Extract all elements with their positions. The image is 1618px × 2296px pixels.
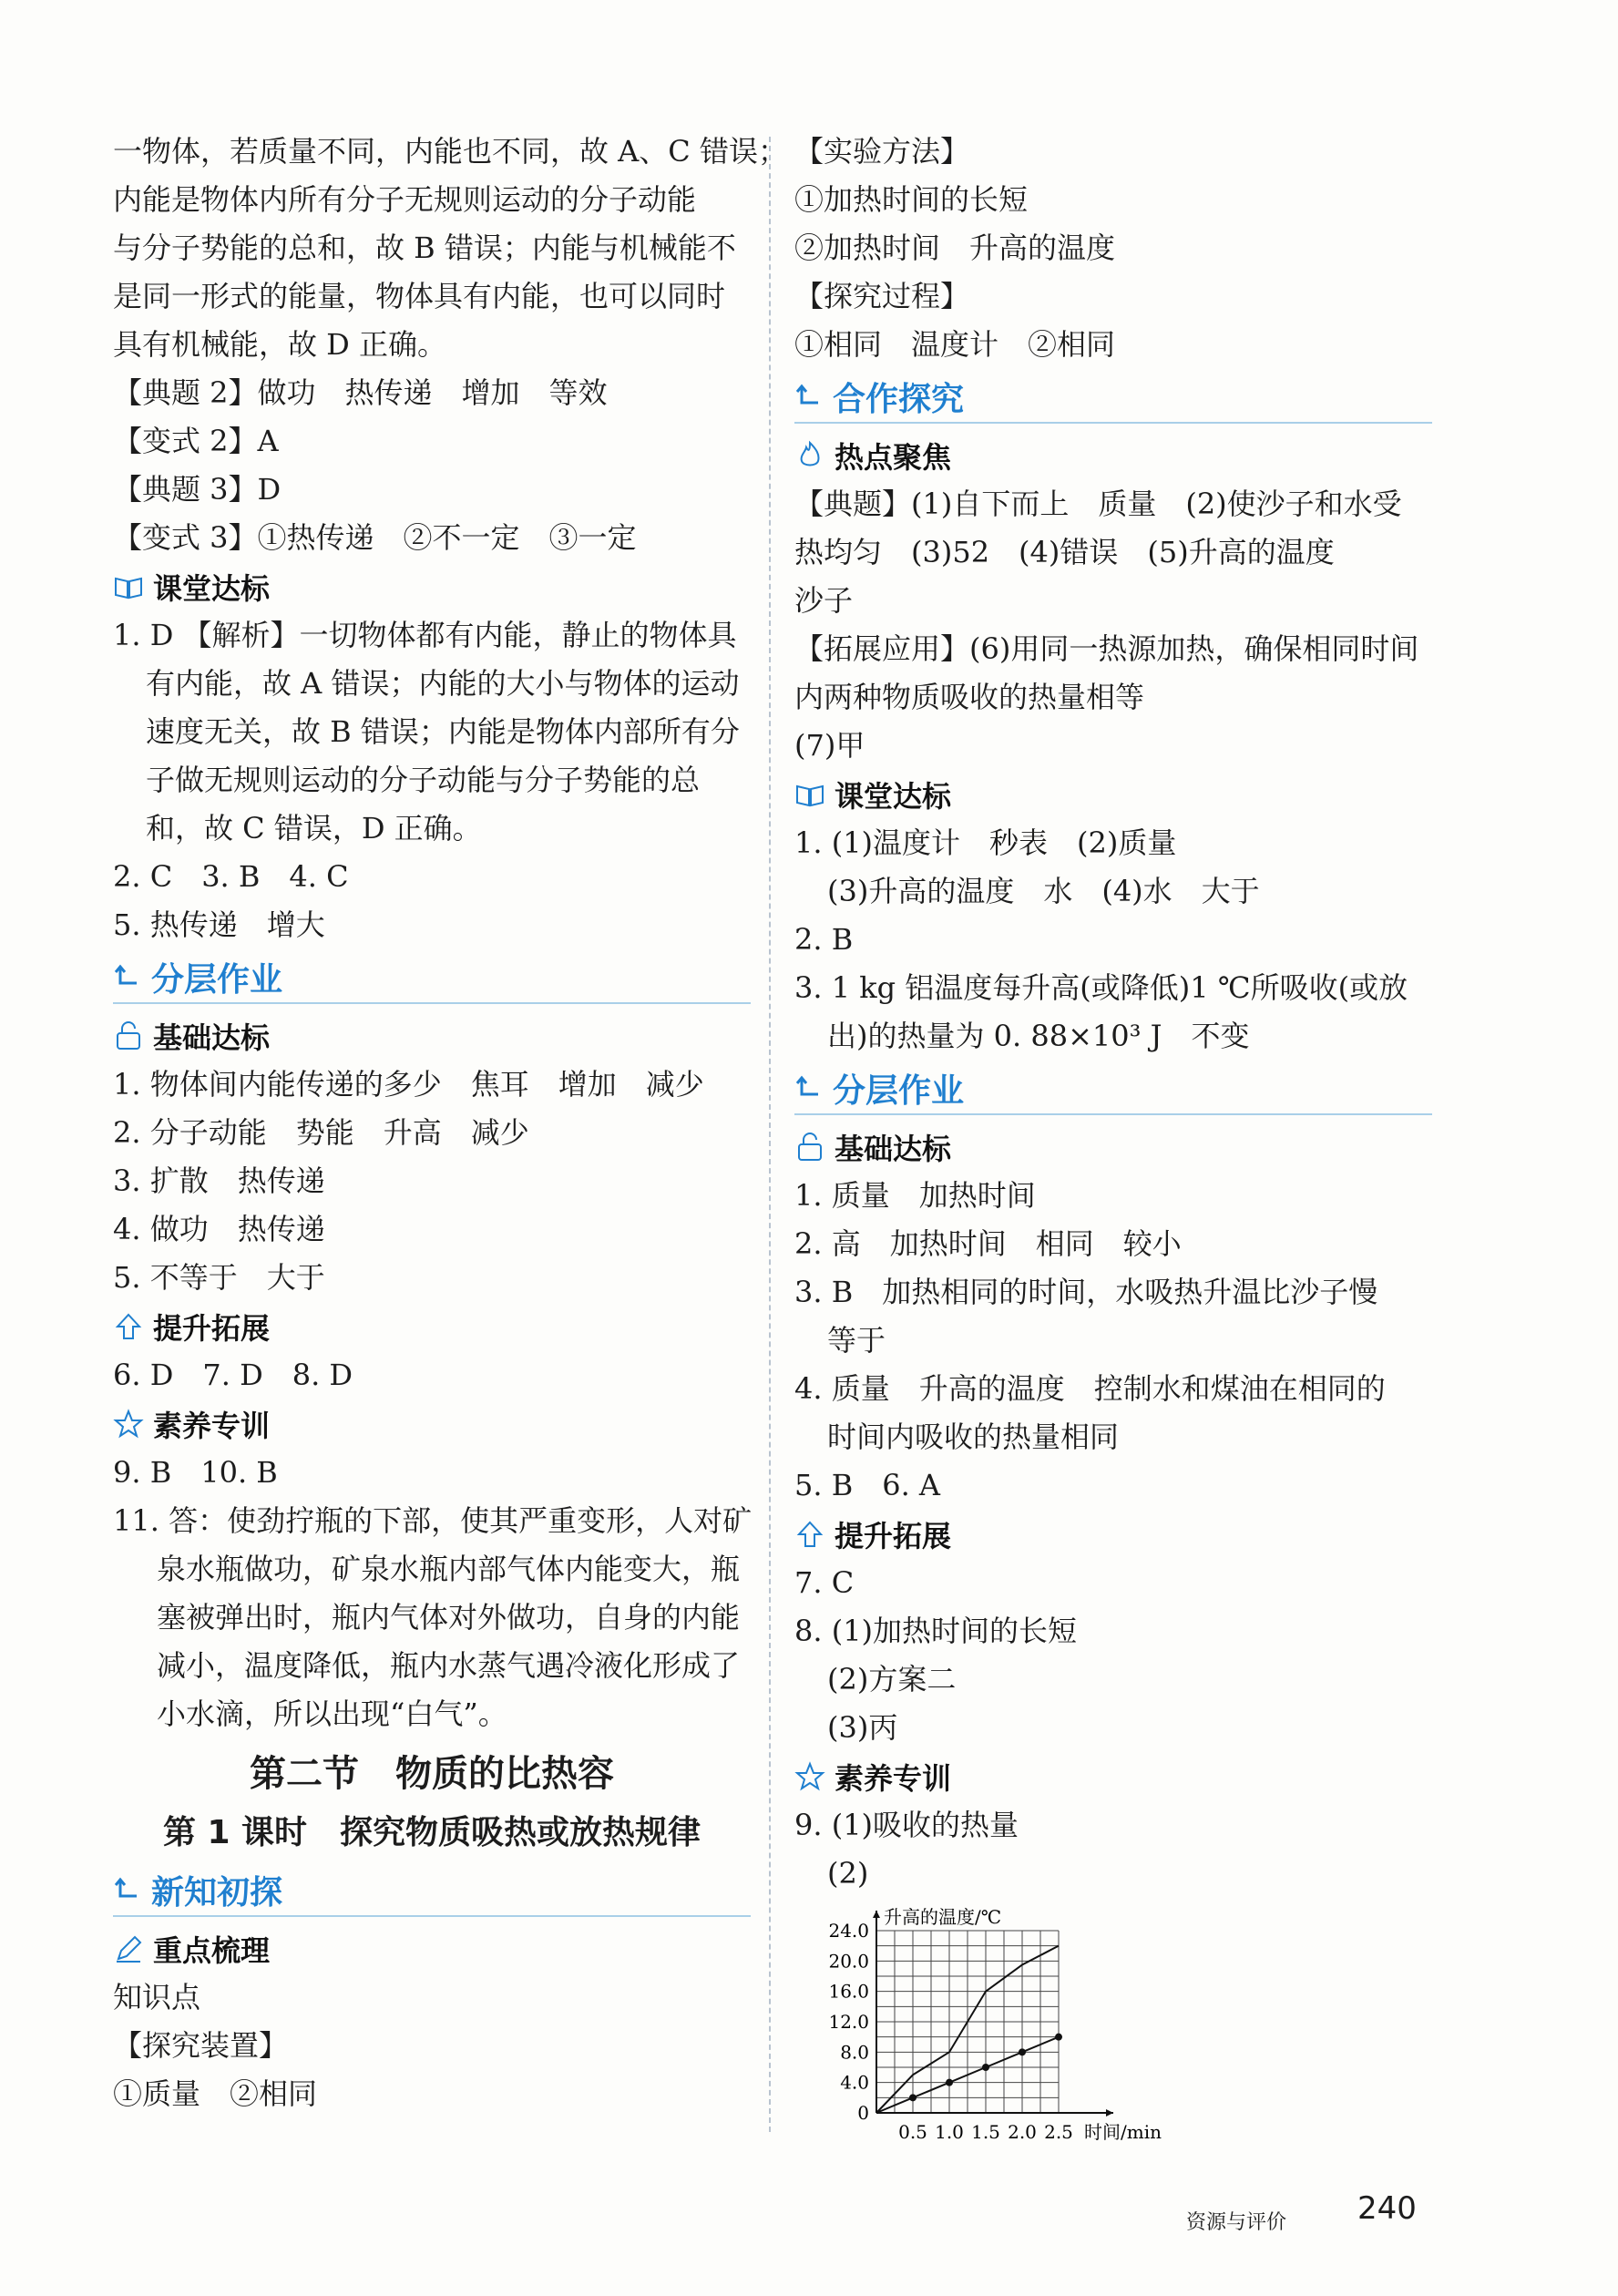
answer-line: 减小，温度降低，瓶内水蒸气遇冷液化形成了 <box>157 1648 741 1683</box>
text-line: 【探究过程】 <box>794 279 970 313</box>
subsection-title: 课堂达标 <box>153 571 271 606</box>
text-line: 【变式 2】A <box>113 424 279 458</box>
answer-line: 沙子 <box>794 583 854 618</box>
flame-icon <box>794 440 825 471</box>
subsection-title: 提升拓展 <box>153 1311 271 1346</box>
right-column <box>794 128 1432 2149</box>
data-point <box>1055 2034 1062 2041</box>
subsection-heading <box>794 431 1432 480</box>
subsection-heading <box>794 1752 1432 1801</box>
text-line: 一物体，若质量不同，内能也不同，故 A、C 错误； <box>113 134 787 169</box>
answer-line: (2) <box>827 1856 869 1891</box>
answer-line: 11. 答：使劲拧瓶的下部，使其严重变形，人对矿 <box>113 1503 753 1538</box>
answer-line: 5. B 6. A <box>794 1468 941 1502</box>
up-arrow-icon <box>794 1519 825 1550</box>
text-line: 内能是物体内所有分子无规则运动的分子动能 <box>113 182 697 217</box>
answer-line: 9. (1)吸收的热量 <box>794 1808 1019 1842</box>
section-heading <box>113 951 751 1004</box>
y-tick-label: 12.0 <box>828 2011 869 2033</box>
answer-line: (2)方案二 <box>827 1662 957 1696</box>
subsection-heading <box>113 1302 751 1351</box>
subsection-heading <box>113 1924 751 1973</box>
chart-series <box>876 1946 1062 2113</box>
subsection-title: 素养专训 <box>153 1409 271 1443</box>
text-line: 【变式 3】①热传递 ②不一定 ③一定 <box>113 520 637 555</box>
subsection-heading <box>794 1122 1432 1172</box>
y-tick-label: 0 <box>857 2102 869 2124</box>
answer-line: 子做无规则运动的分子动能与分子势能的总 <box>146 763 701 797</box>
y-tick-label: 20.0 <box>828 1950 869 1973</box>
arrow-hook-icon <box>113 1874 144 1905</box>
answer-line: 5. 热传递 增大 <box>113 907 325 942</box>
answer-line: 【典题】(1)自下而上 质量 (2)使沙子和水受 <box>794 487 1402 521</box>
data-point <box>946 2079 953 2086</box>
page-number: 240 <box>1357 2190 1417 2227</box>
text-line: 【典题 3】D <box>113 472 282 507</box>
y-tick-label: 24.0 <box>828 1920 869 1942</box>
arrow-hook-icon <box>794 381 825 412</box>
section-title: 分层作业 <box>151 960 283 999</box>
subsection-title: 重点梳理 <box>153 1933 271 1968</box>
lock-icon <box>113 1020 144 1051</box>
text-line: ①相同 温度计 ②相同 <box>794 327 1116 362</box>
answer-line: 3. 扩散 热传递 <box>113 1163 325 1198</box>
answer-line: (3)升高的温度 水 (4)水 大于 <box>827 874 1260 908</box>
answer-line: 2. 分子动能 势能 升高 减少 <box>113 1115 529 1150</box>
x-tick-label: 0.5 <box>898 2121 927 2143</box>
subsection-title: 课堂达标 <box>835 779 952 814</box>
text-line: 具有机械能，故 D 正确。 <box>113 327 447 362</box>
answer-line: 等于 <box>827 1323 886 1358</box>
text-line: ①加热时间的长短 <box>794 182 1029 217</box>
subsection-title: 素养专训 <box>835 1761 952 1796</box>
text-line: 【典题 2】做功 热传递 增加 等效 <box>113 375 608 410</box>
answer-line: 1. D 【解析】一切物体都有内能，静止的物体具 <box>113 618 737 652</box>
answer-line: 1. 物体间内能传递的多少 焦耳 增加 减少 <box>113 1067 704 1102</box>
section-heading <box>794 1062 1432 1115</box>
answer-line: 泉水瓶做功，矿泉水瓶内部气体内能变大，瓶 <box>157 1552 741 1586</box>
answer-line: 4. 质量 升高的温度 控制水和煤油在相同的 <box>794 1371 1386 1406</box>
answer-line: 出)的热量为 0. 88×10³ J 不变 <box>827 1019 1250 1053</box>
text-line: 是同一形式的能量，物体具有内能，也可以同时 <box>113 279 726 313</box>
subsection-heading <box>113 562 751 611</box>
column-divider <box>769 137 771 2132</box>
star-icon <box>113 1409 144 1440</box>
text-line: 【实验方法】 <box>794 134 970 169</box>
open-book-icon <box>794 779 825 810</box>
answer-line: 速度无关，故 B 错误；内能是物体内部所有分 <box>146 714 740 749</box>
x-tick-label: 2.5 <box>1044 2121 1073 2143</box>
section-title: 新知初探 <box>151 1873 283 1912</box>
y-axis-arrow <box>873 1911 880 1918</box>
x-tick-label: 1.5 <box>971 2121 1000 2143</box>
answer-line: 3. B 加热相同的时间，水吸热升温比沙子慢 <box>794 1275 1378 1309</box>
left-column <box>113 128 787 2118</box>
answer-line: 热均匀 (3)52 (4)错误 (5)升高的温度 <box>794 535 1335 569</box>
section-title: 分层作业 <box>833 1071 965 1110</box>
x-axis-arrow <box>1106 2109 1113 2117</box>
answer-line: 小水滴，所以出现“白气”。 <box>157 1696 507 1731</box>
section-title: 合作探究 <box>833 380 965 418</box>
chart-axes <box>873 1911 1113 2117</box>
chapter-section-title: 第二节 物质的比热容 <box>250 1753 614 1795</box>
answer-line: 9. B 10. B <box>113 1455 278 1490</box>
answer-line: 塞被弹出时，瓶内气体对外做功，自身的内能 <box>157 1600 741 1635</box>
section-heading <box>113 1864 751 1917</box>
answer-line: 2. C 3. B 4. C <box>113 859 349 894</box>
lock-icon <box>794 1132 825 1163</box>
subsection-title: 提升拓展 <box>835 1519 952 1553</box>
text-line: 与分子势能的总和，故 B 错误；内能与机械能不 <box>113 231 736 265</box>
x-tick-label: 1.0 <box>935 2121 964 2143</box>
answer-line: (7)甲 <box>794 728 865 763</box>
answer-line: 6. D 7. D 8. D <box>113 1358 353 1392</box>
section-heading <box>794 371 1432 424</box>
chart-ticks <box>828 1920 1072 2143</box>
x-tick-label: 2.0 <box>1008 2121 1037 2143</box>
subsection-title: 基础达标 <box>153 1020 271 1055</box>
answer-line: 【拓展应用】(6)用同一热源加热，确保相同时间 <box>794 631 1419 666</box>
temperature-time-chart <box>813 1903 1214 2149</box>
text-line: 【探究装置】 <box>113 2028 289 2063</box>
subsection-heading <box>113 1399 751 1449</box>
star-icon <box>794 1761 825 1792</box>
arrow-hook-icon <box>113 961 144 992</box>
arrow-hook-icon <box>794 1072 825 1103</box>
subsection-title: 基础达标 <box>835 1132 952 1166</box>
footer-label: 资源与评价 <box>1186 2211 1287 2234</box>
subsection-heading <box>113 1011 751 1061</box>
data-point <box>909 2094 917 2101</box>
answer-line: 1. (1)温度计 秒表 (2)质量 <box>794 825 1177 860</box>
text-line: 知识点 <box>113 1980 201 2014</box>
answer-line: 8. (1)加热时间的长短 <box>794 1614 1078 1648</box>
y-tick-label: 16.0 <box>828 1980 869 2003</box>
answer-line: (3)丙 <box>827 1710 898 1745</box>
subsection-title: 热点聚焦 <box>835 440 952 475</box>
text-line: ①质量 ②相同 <box>113 2076 318 2111</box>
y-tick-label: 4.0 <box>840 2071 869 2094</box>
text-line: ②加热时间 升高的温度 <box>794 231 1116 265</box>
open-book-icon <box>113 571 144 602</box>
answer-line: 有内能，故 A 错误；内能的大小与物体的运动 <box>146 666 740 701</box>
answer-line: 5. 不等于 大于 <box>113 1260 325 1295</box>
answer-line: 2. B <box>794 922 854 957</box>
answer-line: 内两种物质吸收的热量相等 <box>794 680 1145 714</box>
subsection-heading <box>794 770 1432 819</box>
subsection-heading <box>794 1510 1432 1559</box>
pen-icon <box>113 1933 144 1964</box>
data-point <box>1019 2048 1026 2055</box>
answer-line: 1. 质量 加热时间 <box>794 1178 1036 1213</box>
lesson-title: 第 1 课时 探究物质吸热或放热规律 <box>162 1814 701 1851</box>
answer-line: 和，故 C 错误，D 正确。 <box>146 811 482 846</box>
data-point <box>982 2064 989 2071</box>
up-arrow-icon <box>113 1311 144 1342</box>
x-axis-label: 时间/min <box>1084 2121 1162 2143</box>
y-axis-label: 升高的温度/℃ <box>884 1906 1002 1928</box>
answer-line: 3. 1 kg 铝温度每升高(或降低)1 ℃所吸收(或放 <box>794 970 1408 1005</box>
answer-line: 2. 高 加热时间 相同 较小 <box>794 1226 1182 1261</box>
answer-line: 时间内吸收的热量相同 <box>827 1420 1120 1454</box>
answer-line: 7. C <box>794 1565 855 1600</box>
y-tick-label: 8.0 <box>840 2041 869 2064</box>
answer-line: 4. 做功 热传递 <box>113 1212 325 1246</box>
